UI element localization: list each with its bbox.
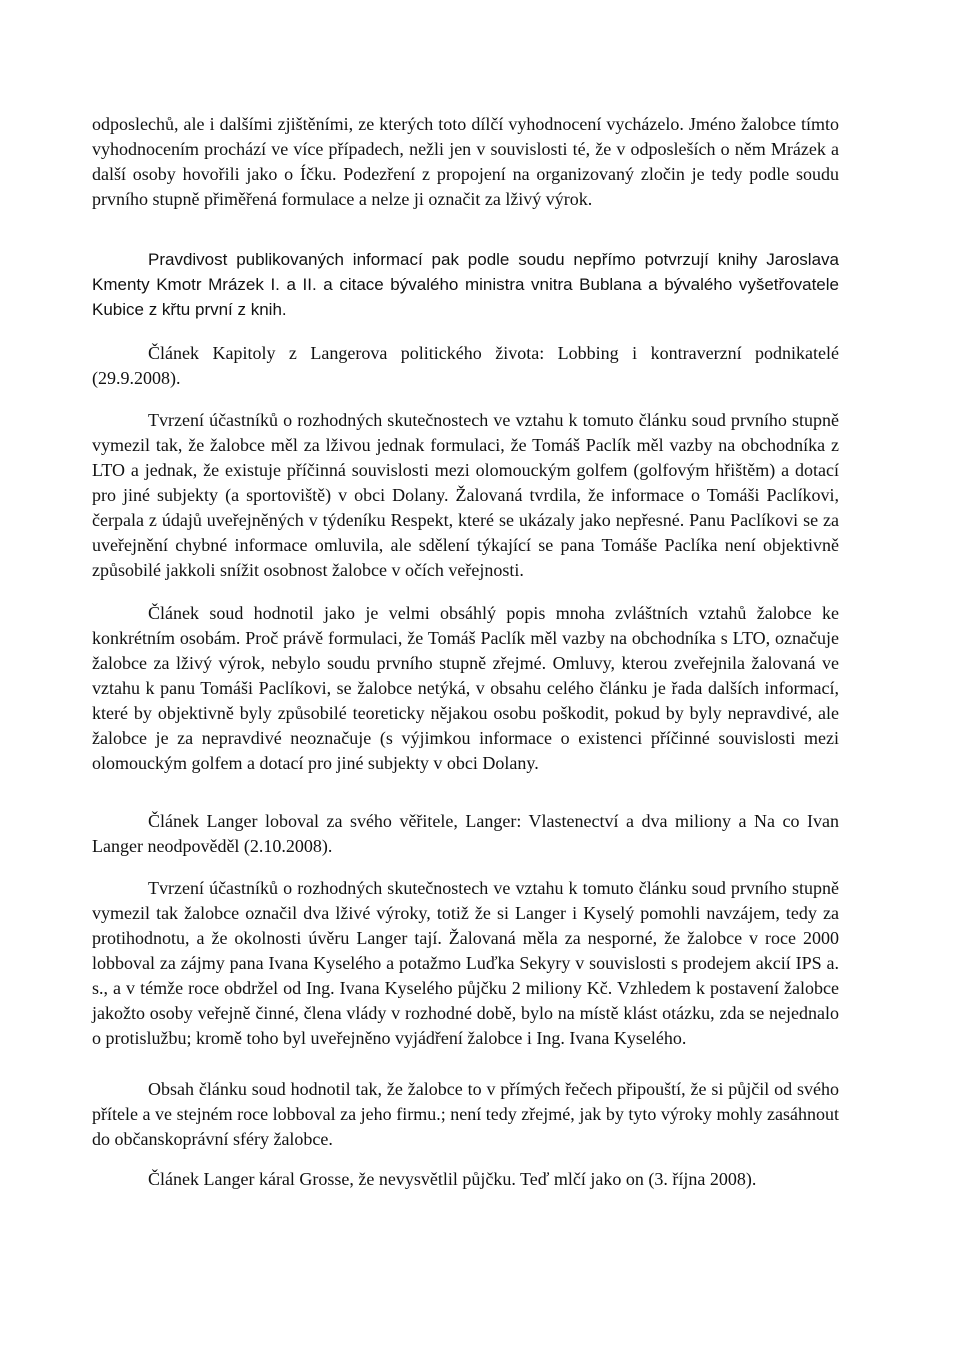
paragraph-8-block [92,1077,839,1152]
paragraph-3-block [92,341,839,391]
paragraph-2: Pravdivost publikovaných informací pak podle soudu nepřímo potvrzují knihy Jaroslava Kmenty Kmotr Mrázek I. a II. a citace bývalého ministra vnitra Bublana a bývalého vyšetřovatele Kubice z křtu první z knih. [92,250,839,319]
paragraph-9-block [92,1167,839,1192]
paragraph-5-block [92,601,839,776]
paragraph-8: Obsah článku soud hodnotil tak, že žalobce to v přímých řečech připouští, že si půjčil od svého přítele a ve stejném roce lobboval za jeho firmu.; není tedy zřejmé, jak by tyto výroky mohly zasáhnout do občanskoprávní sféry žalobce. [92,1079,839,1149]
paragraph-6: Článek Langer loboval za svého věřitele, Langer: Vlastenectví a dva miliony a Na co Ivan Langer neodpověděl (2.10.2008). [92,811,839,856]
paragraph-2-block [92,247,839,322]
paragraph-1: odposlechů, ale i dalšími zjištěními, ze kterých toto dílčí vyhodnocení vycházelo. Jméno žalobce tímto vyhodnocením prochází ve více případech, nežli jen v souvislosti té, že v odposleších o něm Mrázek a další osoby hovořili jako o Íčku. Podezření z propojení na organizovaný zločin je tedy podle soudu prvního stupně přiměřená formulace a nelze ji označit za lživý výrok. [92,114,839,209]
paragraph-1-block [92,112,839,212]
paragraph-5: Článek soud hodnotil jako je velmi obsáhlý popis mnoha zvláštních vztahů žalobce ke konkrétním osobám. Proč právě formulaci, že Tomáš Paclík měl vazby na obchodníka s LTO, označuje žalobce za lživý výrok, nebylo soudu prvního stupně zřejmé. Omluvy, kterou zveřejnila žalovaná ve vztahu k panu Tomáši Paclíkovi, se žalobce netýká, v obsahu celého článku je řada dalších informací, které by objektivně byly způsobilé teoreticky nějakou osobu poškodit, pokud by byly nepravdivé, ale žalobce je za nepravdivé neoznačuje (s výjimkou informace o existenci příčinné souvislosti mezi olomouckým golfem a dotací pro jiné subjekty v obci Dolany. [92,603,839,773]
paragraph-7: Tvrzení účastníků o rozhodných skutečnostech ve vztahu k tomuto článku soud prvního stupně vymezil tak žalobce označil dva lživé výroky, totiž že si Langer i Kyselý pomohli navzájem, tedy za protihodnotu, a že okolnosti úvěru Langer tají. Žalovaná měla za nesporné, že žalobce v roce 2000 lobboval za zájmy pana Ivana Kyselého a potažmo Luďka Sekyry v souvislosti s prodejem akcií IPS a. s., a v témže roce obdržel od Ing. Ivana Kyselého půjčku 2 miliony Kč. Vzhledem k postavení žalobce jakožto osoby veřejně činné, člena vlády v rozhodné době, bylo na místě klást otázku, zda se nejednalo o protislužbu; kromě toho byl uveřejněno vyjádření žalobce i Ing. Ivana Kyselého. [92,878,839,1048]
paragraph-7-block [92,876,839,1051]
paragraph-4-block [92,408,839,583]
paragraph-9: Článek Langer káral Grosse, že nevysvětlil půjčku. Teď mlčí jako on (3. října 2008). [148,1169,757,1189]
paragraph-4: Tvrzení účastníků o rozhodných skutečnostech ve vztahu k tomuto článku soud prvního stupně vymezil tak, že žalobce měl za lživou jednak formulaci, že Tomáš Paclík měl vazby na obchodníka z LTO a jednak, že existuje příčinná souvislosti mezi olomouckým golfem (golfovým hřištěm) a dotací pro jiné subjekty (a sportoviště) v obci Dolany. Žalovaná tvrdila, že informace o Tomáši Paclíkovi, čerpala z údajů uveřejněných v týdeníku Respekt, které se ukázaly jako nepřesné. Panu Paclíkovi se za uveřejnění chybné informace omluvila, ale sdělení týkající se pana Tomáše Paclíka není objektivně způsobilé jakkoli snížit osobnost žalobce v očích veřejnosti. [92,410,839,580]
paragraph-3: Článek Kapitoly z Langerova politického života: Lobbing i kontraverzní podnikatelé (29.9.2008). [92,343,839,388]
paragraph-6-block [92,809,839,859]
